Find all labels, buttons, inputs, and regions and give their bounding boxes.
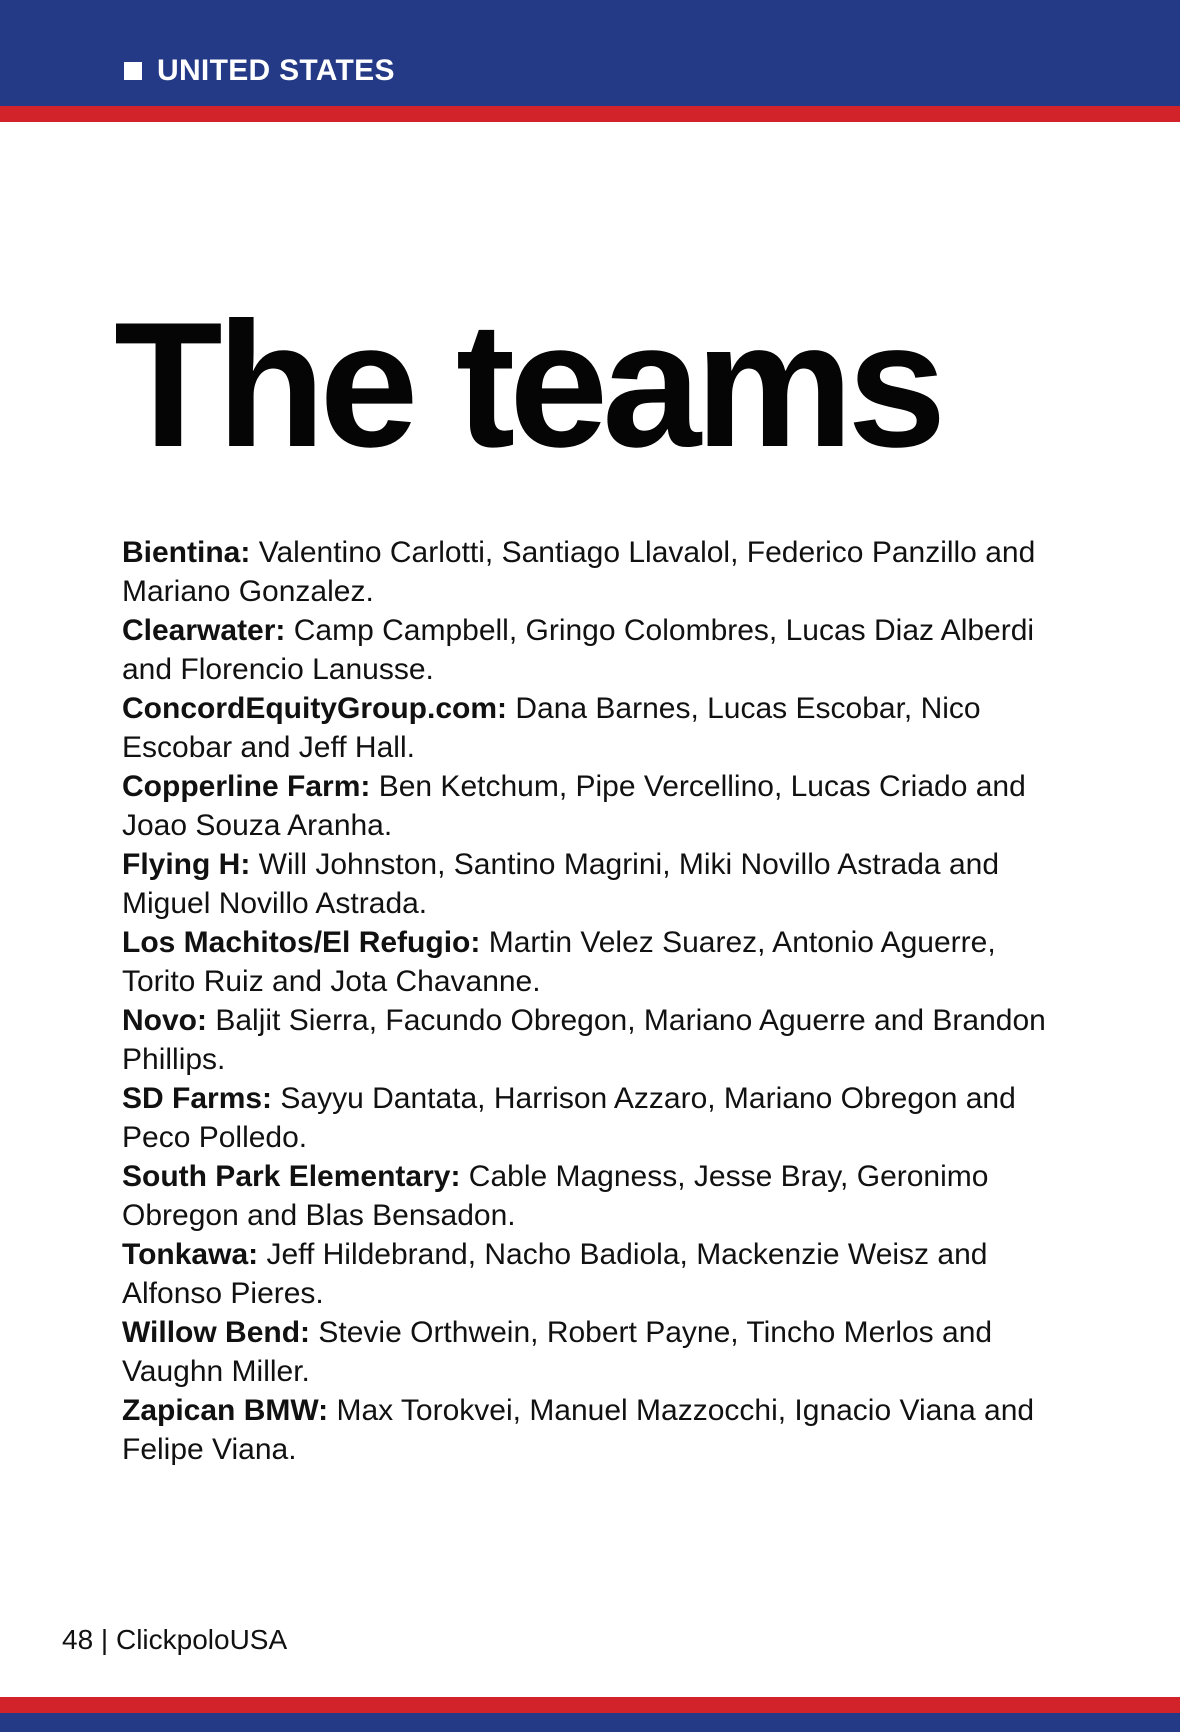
team-entry xyxy=(122,1313,1072,1391)
team-entry xyxy=(122,1079,1072,1157)
team-name: Willow Bend: xyxy=(122,1316,311,1349)
team-entry xyxy=(122,1001,1072,1079)
team-players: Martin Velez Suarez, Antonio Aguerre, Torito Ruiz and Jota Chavanne. xyxy=(122,926,996,998)
team-entry xyxy=(122,1157,1072,1235)
team-players: Jeff Hildebrand, Nacho Badiola, Mackenzie Weisz and Alfonso Pieres. xyxy=(122,1238,988,1310)
team-name: Bientina: xyxy=(122,536,251,569)
team-players: Dana Barnes, Lucas Escobar, Nico Escobar and Jeff Hall. xyxy=(122,692,981,764)
team-name: Zapican BMW: xyxy=(122,1394,329,1427)
team-players: Stevie Orthwein, Robert Payne, Tincho Merlos and Vaughn Miller. xyxy=(122,1316,993,1388)
team-players: Sayyu Dantata, Harrison Azzaro, Mariano Obregon and Peco Polledo. xyxy=(122,1082,1016,1154)
team-players: Valentino Carlotti, Santiago Llavalol, Federico Panzillo and Mariano Gonzalez. xyxy=(122,536,1036,608)
team-name: Clearwater: xyxy=(122,614,286,647)
section-label xyxy=(124,50,395,92)
team-entry xyxy=(122,533,1072,611)
team-name: Los Machitos/El Refugio: xyxy=(122,926,481,959)
team-entry xyxy=(122,1235,1072,1313)
team-name: ConcordEquityGroup.com: xyxy=(122,692,507,725)
team-name: Novo: xyxy=(122,1004,207,1037)
team-name: Flying H: xyxy=(122,848,251,881)
team-players: Will Johnston, Santino Magrini, Miki Novillo Astrada and Miguel Novillo Astrada. xyxy=(122,848,1000,920)
page-footer: 48 | ClickpoloUSA xyxy=(62,1624,288,1655)
team-name: SD Farms: xyxy=(122,1082,273,1115)
page-title: The teams xyxy=(114,285,941,484)
team-entry xyxy=(122,767,1072,845)
footer-band xyxy=(0,1713,1180,1732)
team-entry xyxy=(122,923,1072,1001)
section-label-text: UNITED STATES xyxy=(157,54,395,87)
team-entry xyxy=(122,611,1072,689)
footer-red-stripe xyxy=(0,1697,1180,1713)
team-entry xyxy=(122,845,1072,923)
teams-list xyxy=(122,533,1072,1469)
team-name: Tonkawa: xyxy=(122,1238,259,1271)
team-players: Baljit Sierra, Facundo Obregon, Mariano Aguerre and Brandon Phillips. xyxy=(122,1004,1046,1076)
team-players: Camp Campbell, Gringo Colombres, Lucas Diaz Alberdi and Florencio Lanusse. xyxy=(122,614,1035,686)
team-players: Cable Magness, Jesse Bray, Geronimo Obregon and Blas Bensadon. xyxy=(122,1160,989,1232)
team-entry xyxy=(122,689,1072,767)
team-players: Ben Ketchum, Pipe Vercellino, Lucas Criado and Joao Souza Aranha. xyxy=(122,770,1026,842)
square-bullet-icon xyxy=(124,62,142,80)
team-name: South Park Elementary: xyxy=(122,1160,461,1193)
team-entry xyxy=(122,1391,1072,1469)
team-players: Max Torokvei, Manuel Mazzocchi, Ignacio Viana and Felipe Viana. xyxy=(122,1394,1035,1466)
team-name: Copperline Farm: xyxy=(122,770,371,803)
header-red-stripe xyxy=(0,106,1180,122)
